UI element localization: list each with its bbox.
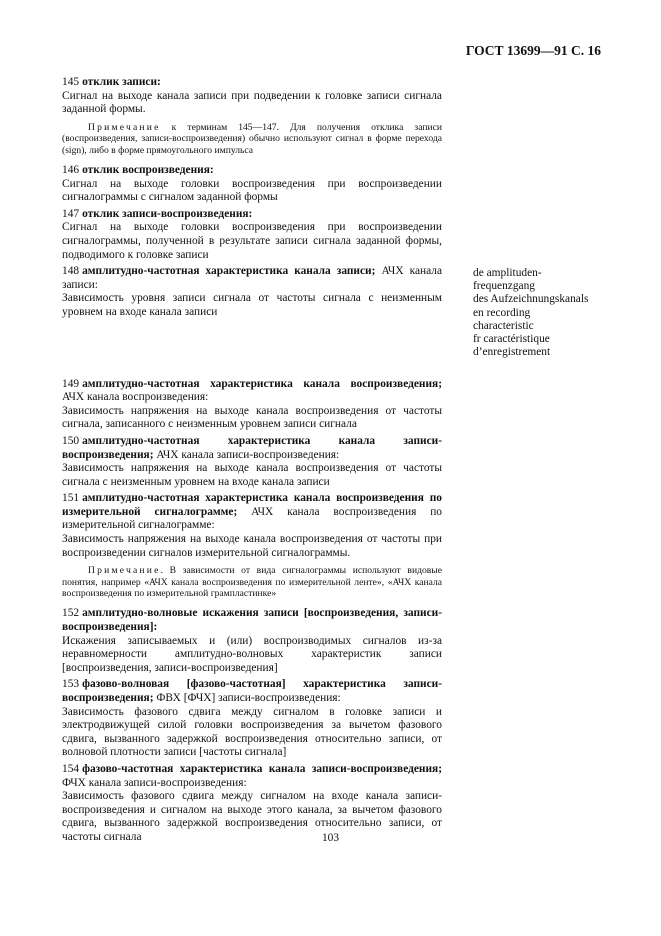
term-entry-148 (62, 265, 442, 319)
term-name: амплитудно-частотная характеристика канала воспроизведения по измерительной сигналограмме; (62, 492, 442, 518)
term-definition: Зависимость уровня записи сигнала от частоты сигнала с неизменным уровнем на входе канала записи (62, 292, 442, 318)
term-number: 149 (62, 377, 80, 390)
term-definition: Сигнал на выходе канала записи при подведении к головке записи сигнала заданной формы. (62, 89, 442, 116)
foreign-fr-line: d’enregistrement (473, 346, 551, 359)
foreign-de-line: des Aufzeichnungskanals (473, 293, 589, 306)
term-entry-147 (62, 208, 442, 262)
term-name: отклик записи: (82, 76, 161, 88)
term-abbrev: АЧХ канала записи: (62, 265, 442, 291)
term-entry-152 (62, 607, 442, 675)
term-definition: Зависимость напряжения на выходе канала воспроизведения от частоты сигнала с неизменным уровнем на входе канала записи (62, 462, 442, 488)
note-151 (62, 565, 442, 599)
term-name: амплитудно-частотная характеристика канала записи-воспроизведения; (62, 434, 442, 461)
term-definition: Сигнал на выходе головки воспроизведения при воспроизведении сигналограммы с сигналом заданной формы (62, 177, 442, 204)
note-145-147 (62, 122, 442, 156)
term-number: 153 (62, 678, 80, 691)
term-number: 150 (62, 434, 80, 447)
term-definition: Искажения записываемых и (или) воспроизводимых сигналов из-за неравномерности амплитудно-волновых характеристик записи [воспроизведения, записи-воспроизведения] (62, 634, 442, 674)
term-entry-149 (62, 378, 442, 432)
foreign-de-line: de amplituden- (473, 267, 542, 279)
term-abbrev: АЧХ канала воспроизведения: (62, 391, 209, 404)
term-number: 148 (62, 265, 80, 278)
foreign-en-line: en recording (473, 306, 531, 319)
term-entry-151 (62, 492, 442, 560)
term-abbrev: ФЧХ канала записи-воспроизведения: (62, 776, 247, 789)
foreign-en-line: characteristic (473, 319, 534, 332)
term-definition: Зависимость фазового сдвига между сигналом в головке записи и электродвижущей силой головки воспроизведения за вычетом фазового сдвига, вызванного задержкой воспроизведения относительно записи, от волновой плотности записи [частоты сигнала] (62, 705, 442, 759)
term-entry-145 (62, 76, 442, 117)
term-abbrev: АЧХ канала записи-воспроизведения: (153, 448, 340, 461)
term-definition: Зависимость фазового сдвига между сигналом на входе канала записи-воспроизведения и сигналом на выходе этого канала, за вычетом фазового сдвига, вызванного задержкой воспроизведения относительно записи, от частоты сигнала (62, 790, 442, 843)
term-definition: Зависимость напряжения на выходе канала воспроизведения от частоты при воспроизведении сигналов измерительной сигналограммы. (62, 533, 442, 559)
foreign-fr-line: fr caractéristique (473, 333, 550, 346)
page-header: ГОСТ 13699—91 С. 16 (465, 43, 601, 58)
term-entry-150 (62, 435, 442, 489)
term-entry-153 (62, 678, 442, 760)
term-number: 152 (62, 607, 80, 620)
term-entry-146 (62, 164, 442, 205)
term-abbrev: АЧХ канала воспроизведения по измерительной сигналограмме: (62, 505, 442, 532)
term-name: амплитудно-волновые искажения записи [воспроизведения, записи-воспроизведения]: (62, 607, 442, 634)
term-name: фазово-частотная характеристика канала записи-воспроизведения; (82, 763, 442, 775)
term-name: амплитудно-частотная характеристика канала воспроизведения; (82, 377, 442, 390)
note-label: Примечание (88, 121, 161, 133)
term-name: отклик записи-воспроизведения: (82, 207, 253, 220)
term-definition: Зависимость напряжения на выходе канала воспроизведения от частоты сигнала, записанного с неизменным уровнем записи сигнала (62, 404, 442, 431)
term-definition: Сигнал на выходе головки воспроизведения при воспроизведении сигналограммы, полученной в результате записи сигнала заданной формы, подводимого к головке записи (62, 221, 442, 261)
foreign-de-line: frequenzgang (473, 280, 535, 293)
term-number: 154 (62, 763, 80, 775)
note-label: Примечание (88, 565, 161, 577)
foreign-equivalents-148 (473, 267, 613, 359)
term-name: амплитудно-частотная характеристика канала записи; (82, 265, 376, 278)
page-number: 103 (321, 832, 340, 844)
main-column (62, 76, 442, 848)
term-number: 147 (62, 207, 80, 220)
term-number: 145 (62, 76, 80, 88)
term-number: 146 (62, 164, 80, 176)
term-abbrev: ФВХ [ФЧХ] записи-воспроизведения: (153, 692, 341, 705)
spacer (62, 323, 442, 378)
note-text: к терминам 145—147. Для получения отклика записи (воспроизведения, записи-воспроизведения) обычно используют сигнал в форме перехода (sign), либо в форме прямоугольного импульса (62, 121, 442, 156)
note-text: . В зависимости от вида сигналограммы используют видовые понятия, например «АЧХ канала воспроизведения по измерительной ленте», «АЧХ канала воспроизведения по измерительной грамплaстинке» (62, 565, 442, 600)
term-name: отклик воспроизведения: (82, 164, 214, 176)
term-number: 151 (62, 492, 80, 505)
term-name: фазово-волновая [фазово-частотная] характеристика записи-воспроизведения; (62, 678, 442, 705)
